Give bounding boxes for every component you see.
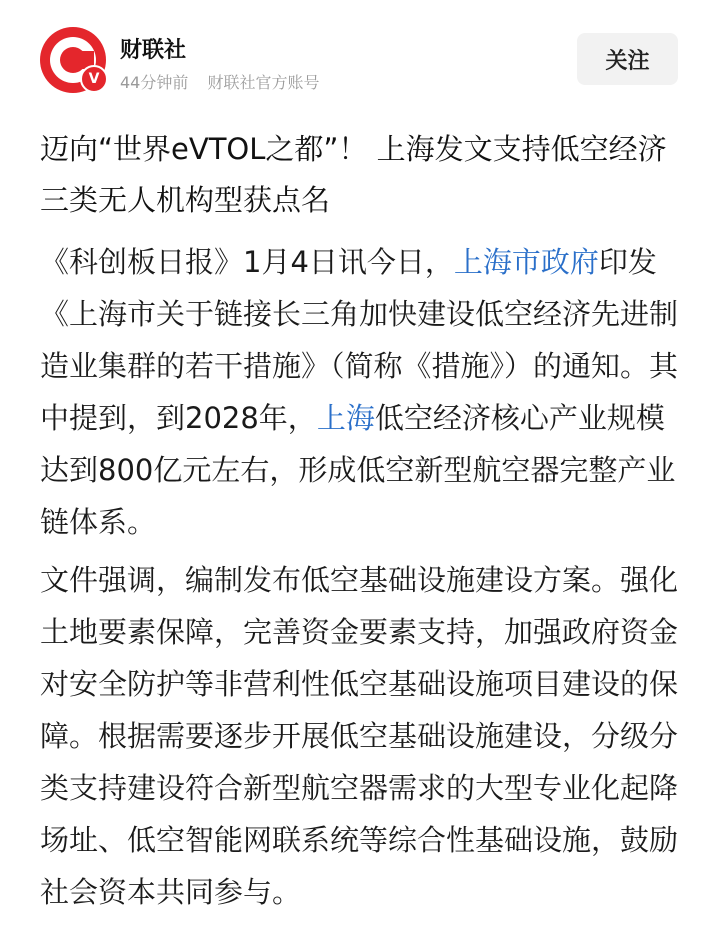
follow-button[interactable]: 关注: [577, 33, 678, 85]
paragraph-text: 低空经济核心产业规模达到800亿元左右，形成低空新型航空器完整产业链体系。: [40, 401, 676, 539]
link-shanghai[interactable]: 上海: [316, 401, 375, 435]
article-paragraph-1: [40, 236, 680, 548]
article-title: 迈向“世界eVTOL之都”！ 上海发文支持低空经济 三类无人机构型获点名: [40, 132, 667, 217]
post-time: 44分钟前: [120, 73, 189, 92]
verified-badge-icon: V: [80, 65, 108, 93]
paragraph-text: 印发《上海市关于链接长三角加快建设低空经济先进制造业集群的若干措施》（简称《措施》）的通知。其中提到，到2028年，: [40, 245, 679, 435]
paragraph-text: 《科创板日报》1月4日讯今日，: [40, 245, 454, 279]
author-name[interactable]: 财联社: [120, 38, 187, 63]
link-shanghai-government[interactable]: 上海市政府: [453, 245, 599, 279]
account-type: 财联社官方账号: [207, 73, 320, 92]
author-header: [0, 0, 719, 112]
article-paragraph-2: 文件强调，编制发布低空基础设施建设方案。强化土地要素保障，完善资金要素支持，加强政府资金对安全防护等非营利性低空基础设施项目建设的保障。根据需要逐步开展低空基础设施建设，分级分类支持建设符合新型航空器需求的大型专业化起降场址、低空智能网联系统等综合性基础设施，鼓励社会资本共同参与。: [40, 563, 679, 909]
post-meta: [120, 70, 319, 93]
